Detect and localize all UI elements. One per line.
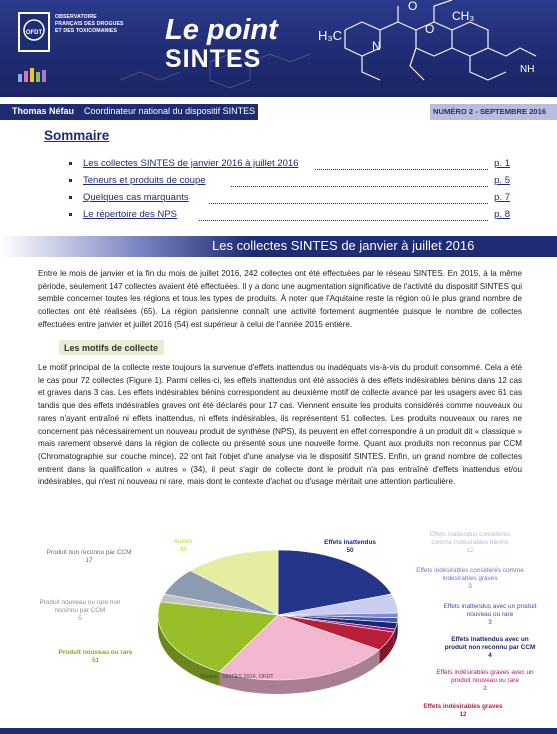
chart-label-value: 51 (91, 657, 100, 664)
author-name: Thomas Néfau (12, 106, 75, 116)
chart-label-value: 12 (459, 711, 467, 718)
page-title-line2: SINTES (165, 45, 262, 73)
intro-paragraph: Entre le mois de janvier et la fin du mois de juillet 2016, 242 collectes ont été effectuées par le réseau SINTES. En 2015, à la même période, seulement 147 collectes avaient été effectuées. Il y a donc une augmentation significative de l'activité du dispositif SINTES qui semble concerner toutes les régions et tous les types de produits. À noter que l'Aquitaine reste la région où le plus grand nombre de collectes ont été réalisées (65). La région parisienne connaît une activité fortement augmentée puisque le nombre de collectes effectuées entre janvier et juillet 2016 (54) est supérieur à celui de l'année 2015 entière. (38, 269, 522, 329)
page-title-line1: Le point (165, 14, 278, 46)
chart-label-value: 17 (85, 557, 93, 564)
chart-label (430, 669, 540, 693)
toc-item[interactable] (69, 209, 510, 223)
chart-label (440, 603, 540, 627)
toc-dots (209, 202, 488, 204)
section-title: Les collectes SINTES de janvier à juillet 2016 (212, 238, 475, 253)
chart-label-text: Effets indésirables considérés comme indésirables graves (416, 567, 524, 582)
chart-label-value: 12 (466, 547, 474, 554)
body-paragraph: Le motif principal de la collecte reste toujours la survenue d'effets inattendus ou inadéquats vis-à-vis du produit consommé. Cela a été le cas pour 72 collectes (Figure 1). Parmi celles-ci, les effets inattendus ont été associés à des effets indésirables bénins dans 12 cas et graves dans 3 cas. Les effets indésirables bénins correspondent au deuxième motif de collecte avancé par les usagers avec 61 cas tandis que des effets indésirables graves ont été déclarés pour 17 cas. Viennent ensuite les produits considérés comme nouveaux ou rares n'ayant entraîné ni effets inattendus, ni effets indésirables, ils représentent 51 collectes. Les produits nouveaux ou rares ne concernent pas nécessairement un nouveau produit de synthèse (NPS), ils peuvent en effet correspondre à un produit dit « classique » mais rarement observé dans la région de collecte ou présenté sous une nouvelle forme. Quant aux produits non reconnus par CCM (Chromatographie sur couche mince), 22 ont fait l'objet d'une analyse via le dispositif SINTES. Enfin, un grand nombre de collectes entrent dans la qualification « autres » (34), il peut s'agir de collecte dont le produit n'a pas entraîné d'effets inattendus et/ou indésirables, qui n'est ni nouveau ni rare, mais dont le contexte d'achat ou d'usage méritait une attention particulière. (38, 363, 522, 487)
chart-label (440, 636, 540, 660)
chart-label-text: Autres (173, 538, 193, 545)
chart-source: Source : SINTES 2016, OFDT (200, 674, 274, 680)
chart-label-value: 3 (468, 583, 472, 590)
toc-dots (231, 185, 488, 187)
sommaire-title: Sommaire (44, 128, 110, 143)
toc-item[interactable] (69, 192, 510, 206)
chart-label-text: Produit non reconnu par CCM (46, 549, 132, 556)
issue-label: NUMÉRO 2 - SEPTEMBRE 2016 (433, 107, 547, 116)
toc-item[interactable] (69, 175, 510, 189)
subheading: Les motifs de collecte (64, 343, 159, 353)
chart-label-text: Effets inattendus (324, 539, 376, 546)
toc-item-page[interactable]: p. 7 (494, 192, 510, 203)
toc-dots (315, 168, 488, 170)
chart-label-value: 4 (488, 652, 492, 659)
chart-label (163, 538, 203, 554)
chart-label-text: Effets inattendus avec un produit non reconnu par CCM (444, 636, 536, 651)
chart-label (30, 599, 130, 623)
chart-label-text: Effets indésirables graves avec un produit nouveau ou rare (436, 669, 534, 684)
bullet-icon (69, 196, 72, 199)
toc-item-title[interactable]: Les collectes SINTES de janvier 2016 à juillet 2016 (83, 158, 299, 169)
chart-label-text: Produit nouveau ou rare (58, 649, 133, 656)
chart-label-text: Effets inattendus considérés comme indésirables bénins (429, 531, 511, 546)
svg-text:NH: NH (520, 64, 535, 75)
svg-text:CH₃: CH₃ (452, 9, 475, 23)
logo-text: OBSERVATOIRE FRANÇAIS DES DROGUES ET DES TOXICOMANIES (55, 14, 124, 34)
toc-item-page[interactable]: p. 1 (494, 158, 510, 169)
chart-label (48, 649, 143, 665)
svg-text:OFDT: OFDT (25, 30, 43, 36)
toc-item[interactable] (69, 158, 510, 172)
svg-text:O: O (408, 0, 418, 13)
chart-label (415, 567, 525, 591)
chart-label-value: 50 (346, 547, 354, 554)
svg-text:H₃C: H₃C (318, 28, 343, 43)
svg-text:N: N (372, 39, 381, 53)
chart-label-text: Effets indésirables graves (423, 703, 503, 710)
bullet-icon (69, 179, 72, 182)
toc-item-title[interactable]: Le répertoire des NPS (83, 209, 177, 220)
toc-item-page[interactable]: p. 8 (494, 209, 510, 220)
chart-label-text: Produit nouveau ou rare non reconnu par CCM (39, 599, 121, 614)
chart-label (420, 531, 520, 555)
bullet-icon (69, 213, 72, 216)
logo-bars-icon (18, 68, 54, 87)
chart-label (320, 539, 380, 555)
chart-label-value: 3 (488, 619, 492, 626)
ofdt-logo (18, 12, 50, 52)
chart-label-value: 33 (179, 546, 187, 553)
toc-item-title[interactable]: Quelques cas marquants (83, 192, 189, 203)
toc-item-page[interactable]: p. 5 (494, 175, 510, 186)
bottom-bar (0, 728, 557, 734)
toc-dots (199, 219, 488, 221)
svg-text:O: O (425, 22, 435, 36)
chart-label-value: 2 (483, 685, 487, 692)
toc-item-title[interactable]: Teneurs et produits de coupe (83, 175, 206, 186)
chart-label-text: Effets inattendus avec un produit nouveau ou rare (443, 603, 537, 618)
chart-label (418, 703, 508, 719)
chart-label-value: 5 (78, 615, 82, 622)
bullet-icon (69, 162, 72, 165)
author-role: Coordinateur national du dispositif SINTES (84, 106, 256, 116)
chart-label (34, 549, 144, 565)
